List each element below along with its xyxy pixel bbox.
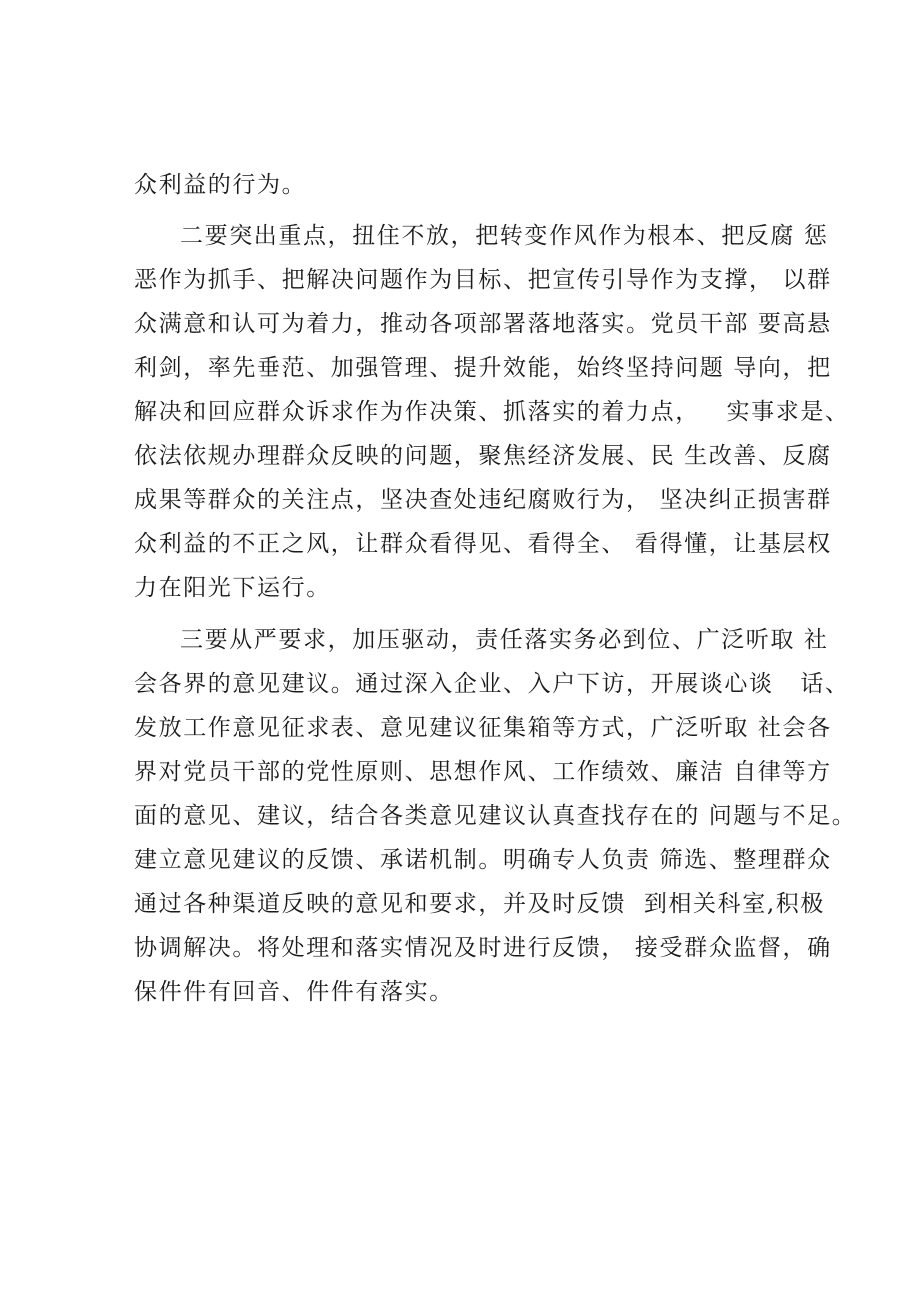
text-line: 成果等群众的关注点，坚决查处违纪腐败行为， 坚决纠正损害群 bbox=[134, 487, 832, 513]
text-line: 协调解决。将处理和落实情况及时进行反馈， 接受群众监督，确 bbox=[134, 935, 832, 961]
text-line: 众利益的行为。 bbox=[134, 172, 307, 198]
text-line: 发放工作意见征求表、意见建议征集箱等方式，广泛听取 社会各 bbox=[134, 715, 832, 741]
text-line: 众满意和认可为着力，推动各项部署落地落实。党员干部 要高悬 bbox=[134, 311, 832, 337]
paragraph-first-line: 三要从严要求，加压驱动，责任落实务必到位、广泛听取 社 bbox=[180, 627, 829, 653]
text-line: 面的意见、建议，结合各类意见建议认真查找存在的 问题与不足。 bbox=[134, 803, 857, 829]
text-line: 通过各种渠道反映的意见和要求，并及时反馈 到相关科室,积极 bbox=[134, 891, 825, 917]
text-line: 利剑，率先垂范、加强管理、提升效能，始终坚持问题 导向，把 bbox=[134, 355, 832, 381]
text-line: 依法依规办理群众反映的问题，聚焦经济发展、民 生改善、反腐 bbox=[134, 443, 832, 469]
text-line: 解决和回应群众诉求作为作决策、抓落实的着力点， 实事求是、 bbox=[134, 399, 850, 425]
text-line: 恶作为抓手、把解决问题作为目标、把宣传引导作为支撑， 以群 bbox=[134, 267, 832, 293]
text-line: 界对党员干部的党性原则、思想作风、工作绩效、廉洁 自律等方 bbox=[134, 759, 832, 785]
text-line: 众利益的不正之风，让群众看得见、看得全、 看得懂，让基层权 bbox=[134, 531, 832, 557]
text-line: 会各界的意见建议。通过深入企业、入户下访，开展谈心谈 话、 bbox=[134, 671, 850, 697]
paragraph-first-line: 二要突出重点，扭住不放，把转变作风作为根本、把反腐 惩 bbox=[180, 223, 829, 249]
text-line: 建立意见建议的反馈、承诺机制。明确专人负责 筛选、整理群众 bbox=[134, 847, 832, 873]
text-line: 保件件有回音、件件有落实。 bbox=[134, 979, 454, 1005]
text-line: 力在阳光下运行。 bbox=[134, 575, 331, 601]
